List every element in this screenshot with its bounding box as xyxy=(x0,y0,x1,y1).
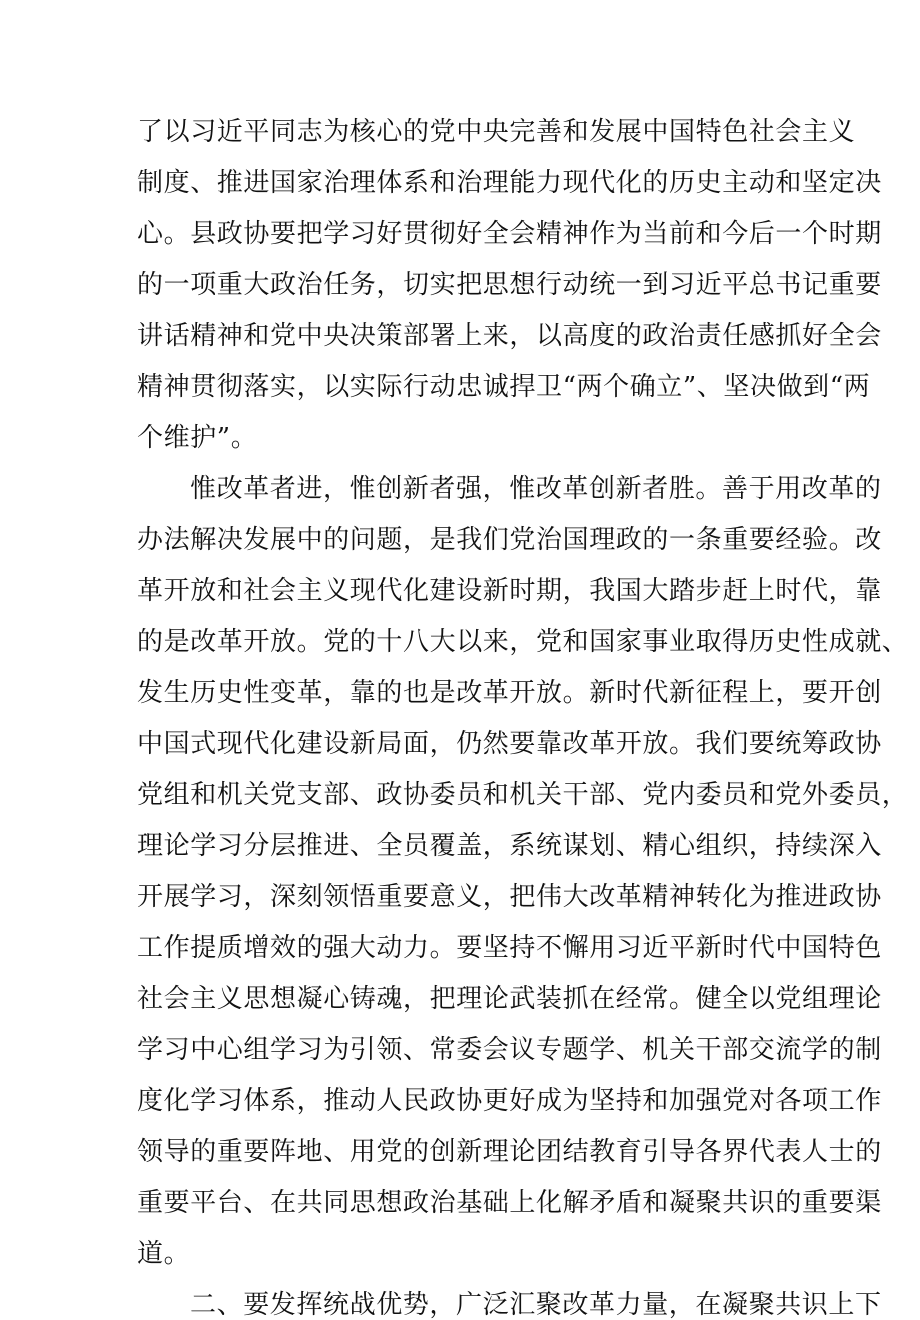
text-line: 心。县政协要把学习好贯彻好全会精神作为当前和今后一个时期 xyxy=(137,219,882,249)
text-line: 理论学习分层推进、全员覆盖，系统谋划、精心组织，持续深入 xyxy=(137,831,882,861)
text-line: 发生历史性变革，靠的也是改革开放。新时代新征程上，要开创 xyxy=(137,678,882,708)
text-line: 个维护”。 xyxy=(137,423,258,453)
text-line: 重要平台、在共同思想政治基础上化解矛盾和凝聚共识的重要渠 xyxy=(137,1188,882,1218)
section-heading-line: 二、要发挥统战优势，广泛汇聚改革力量，在凝聚共识上下 xyxy=(190,1290,882,1320)
text-line: 度化学习体系，推动人民政协更好成为坚持和加强党对各项工作 xyxy=(137,1086,882,1116)
text-line: 制度、推进国家治理体系和治理能力现代化的历史主动和坚定决 xyxy=(137,168,882,198)
text-line: 了以习近平同志为核心的党中央完善和发展中国特色社会主义 xyxy=(137,117,856,147)
text-line: 学习中心组学习为引领、常委会议专题学、机关干部交流学的制 xyxy=(137,1035,882,1065)
text-line: 领导的重要阵地、用党的创新理论团结教育引导各界代表人士的 xyxy=(137,1137,882,1167)
text-line: 精神贯彻落实，以实际行动忠诚捍卫“两个确立”、坚决做到“两 xyxy=(137,372,871,402)
text-line: 道。 xyxy=(137,1239,191,1269)
text-line: 革开放和社会主义现代化建设新时期，我国大踏步赶上时代，靠 xyxy=(137,576,882,606)
text-line: 讲话精神和党中央决策部署上来，以高度的政治责任感抓好全会 xyxy=(137,321,882,351)
text-line: 中国式现代化建设新局面，仍然要靠改革开放。我们要统筹政协 xyxy=(137,729,882,759)
paragraph-first-line: 惟改革者进，惟创新者强，惟改革创新者胜。善于用改革的 xyxy=(190,474,882,504)
text-line: 的一项重大政治任务，切实把思想行动统一到习近平总书记重要 xyxy=(137,270,882,300)
text-line: 工作提质增效的强大动力。要坚持不懈用习近平新时代中国特色 xyxy=(137,933,882,963)
text-line: 社会主义思想凝心铸魂，把理论武装抓在经常。健全以党组理论 xyxy=(137,984,882,1014)
text-line: 的是改革开放。党的十八大以来，党和国家事业取得历史性成就、 xyxy=(137,627,909,657)
text-line: 开展学习，深刻领悟重要意义，把伟大改革精神转化为推进政协 xyxy=(137,882,882,912)
text-line: 办法解决发展中的问题，是我们党治国理政的一条重要经验。改 xyxy=(137,525,882,555)
text-line: 党组和机关党支部、政协委员和机关干部、党内委员和党外委员， xyxy=(137,780,909,810)
